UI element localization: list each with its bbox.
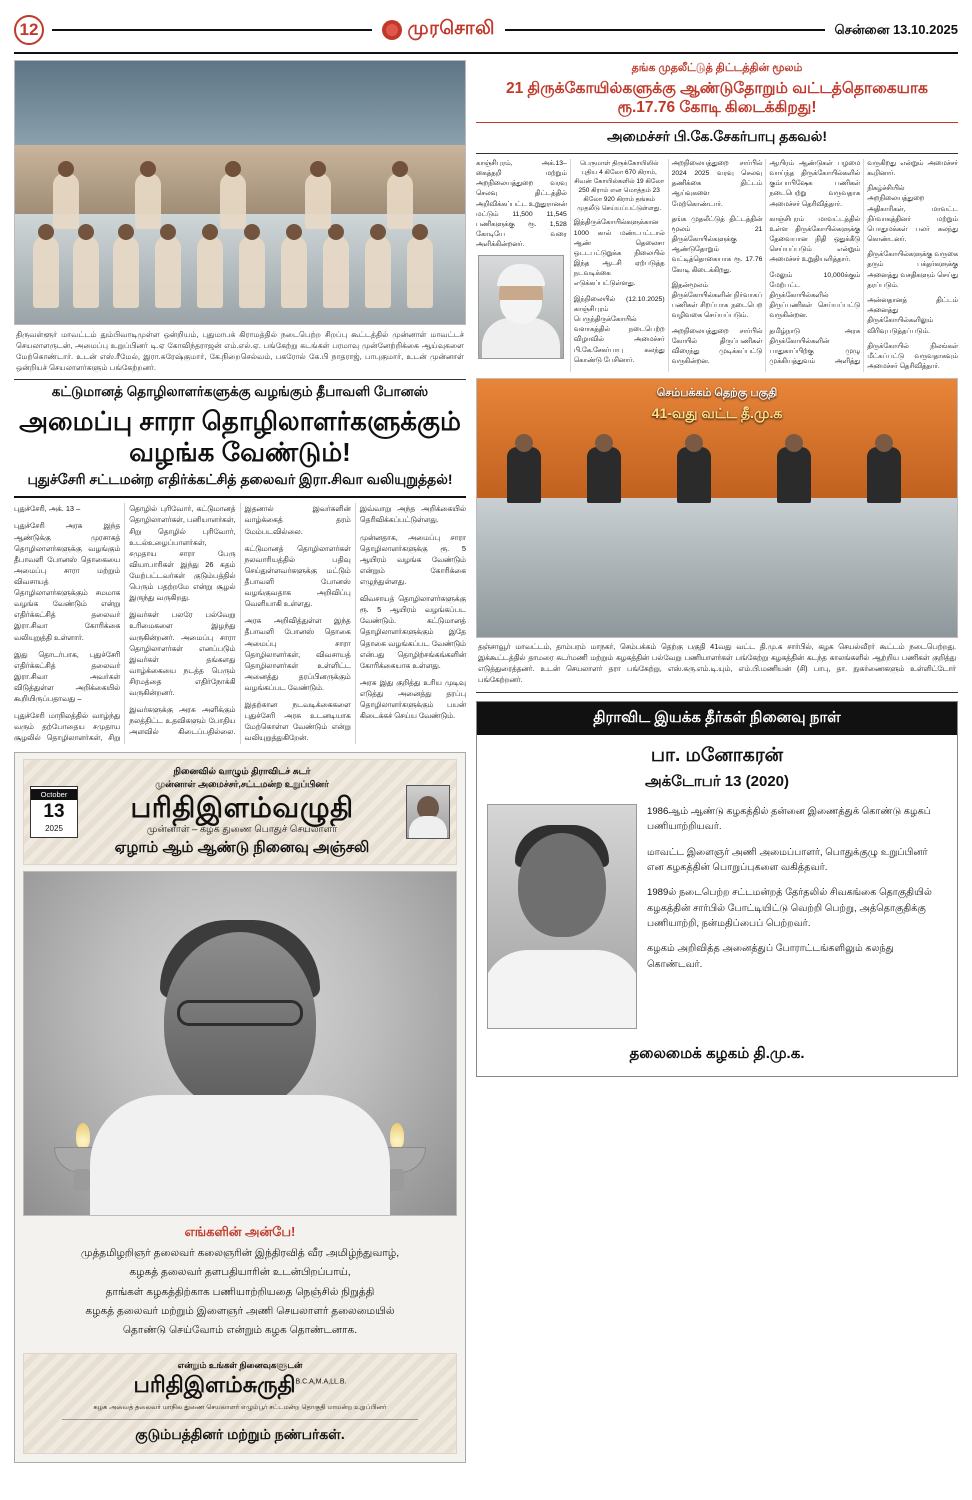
dateline: சென்னை 13.10.2025 [834, 21, 959, 37]
event-banner-line2: 41-வது வட்ட தீ.மு.க [651, 405, 783, 422]
memorial-message-line: முத்தமிழறிஞர் தலைவர் கலைஞரின் இந்திரவித் வீர அமிழ்ந்துவாழ், [80, 1246, 400, 1259]
news-paragraph: ஆயிரம் ஆண்டுகள் பழமை வாய்ந்த திருக்கோயில்களில் கும்பாபிஷேக பணிகள் நடைபெற்று வருவதாக அமைச்சர் தெரிவித்தார். [769, 159, 861, 208]
news-paragraph: அன்னதானத் திட்டம் அனைத்து திருக்கோயில்களிலும் விரிவுபடுத்தப்படும். [867, 297, 958, 335]
brand-name: முரசொலி [407, 18, 495, 39]
memorial-message-title: எங்களின் அன்பே! [184, 1223, 296, 1239]
news-body [476, 154, 958, 373]
tribute-footer: தலைமைக் கழகம் தி.மு.க. [629, 1045, 805, 1063]
news-paragraph: இத்திருக்கோயில்களுக்கான 1000 கால் மண்டபட்டால் ஆண் தெலைசா ஒடடபட்டுறுக்க நிலையில் இந்த ஆடசி ஏற்படுத்த நடவடிக்கை எடுக்கப்பட்டுள்ளது. [573, 219, 665, 288]
tribute-point: மாவட்ட இளைஞர் அணி அமைப்பாளர், பொதுக்குழு உறுப்பினர் என கழகத்தின் பொறுப்புகளை வகித்தவர். [647, 846, 928, 874]
story-paragraph: இவர்களுக்கு அரசு அளிக்கும் நலத்திட்ட உதவிகளும் போதிய அளவில் கிடைப்பதில்லை. இதனால் இவர்களின் வாழ்க்கைத் தரம் மேம்படவில்லை. [129, 504, 351, 737]
tribute-person-name: பா. மனோகரன் [650, 745, 784, 767]
news-kicker: தங்க முதலீட்டுத் திட்டத்தின் மூலம் [631, 62, 803, 74]
memorial-message-line: கழகத் தலைவர் தளபதியாரின் உடன்பிறப்பாய், [129, 1266, 351, 1279]
minister-portrait-caption: பெருமாள் திருக்கோயிலில் புதிய 4 கிலோ 670 கிராம், சிவன் கோயில்களில் 19 கிலோ 250 கிராம் என மொத்தம் 23 கிலோ 920 கிராம் தங்கம் முதலீடு செய்யப்பட்டுள்ளது. [574, 159, 665, 213]
story-paragraph: புதுச்சேரி, அக். 13 – [14, 504, 81, 514]
news-headline: 21 திருக்கோயில்களுக்கு ஆண்டுதோறும் வட்டத்தொகையாக ரூ.17.76 கோடி கிடைக்கிறது! [476, 79, 958, 123]
memorial-thumbnail-portrait [406, 785, 450, 839]
story-paragraph: இதற்கான நடவடிக்கைகளை புதுச்சேரி அரசு உடனடியாக மேற்கொள்ள வேண்டும் என்று வலியுறுத்துகிறேன். [244, 700, 351, 743]
memorial-message-line: கழகத் தலைவர் மற்றும் இளைஞர் அணி செயலாளர் தலைமையில் [85, 1304, 395, 1317]
memorial-main-portrait [23, 871, 457, 1216]
memorial-footer-divider [62, 1419, 418, 1420]
news-paragraph: தமிழ்நாடு அரசு திருக்கோயில்களின் பாதுகாப்பிற்கு முழு முக்கியத்துவம் அளித்து வருகிறது என்றும் அமைச்சர் கூறினார். [769, 159, 958, 366]
memorial-line4: ஏழாம் ஆம் ஆண்டு நினைவு அஞ்சலி [114, 838, 370, 856]
memorial-footer-name [32, 1372, 448, 1401]
news-paragraph: இந்நிலையில் (12.10.2025) காஞ்சிபுரம் பெருந்திருக்கோயில் வளாகத்தில் நடைபெற்ற விழாவில் அமைச்சர் பி.கே.சேகர்பாபு கலந்து கொண்டு பேசினார். [573, 295, 665, 364]
meeting-photo [14, 60, 466, 325]
event-hall [477, 498, 957, 637]
masthead-rule-right [505, 29, 825, 31]
story-paragraph: இவர்கள் பலரே பல்வேறு உரிமைகளை இழந்து வருகின்றனர். அமைப்பு சாரா தொழிலாளர்கள் எனப்படும் இவர்கள் தங்களது வாழ்க்கையை நடத்த பெரும் சிரமத்தை எதிர்நோக்கி வருகின்றனர். [129, 610, 236, 698]
memorial-line1: நினைவில் வாழும் திராவிடச் சுடர் [173, 765, 311, 776]
tribute-bar-title: திராவிட இயக்க தீர்கள் நினைவு நாள் [477, 702, 957, 735]
news-paragraph: காஞ்சிபுரம், அக்.13– கைத்தறி மற்றும் அறநிலையத்துறை வரவு செலவு திட்டத்தில் அறிவிக்கப்பட்ட உறுதுரானன் மட்டும் 11,500 11,545 பணிகளுக்கு ரூ. 1,528 கோடியே வரை அளிக்கின்றனர். [476, 159, 567, 249]
tribute-block [476, 701, 958, 1077]
tribute-point: கழகம் அறிவித்த அனைத்துப் போராட்டங்களிலும் கலந்து கொண்டவர். [647, 943, 894, 970]
news-paragraph: காஞ்சிபுரம் மாவட்டத்தில் உள்ள திருக்கோயில்களுக்கு தேவையான நிதி ஒதுக்கீடு செய்யப்படும் என்றும் அமைச்சர் உறுதியளித்தார். [769, 215, 861, 264]
memorial-footer-sub: கழக அவைத் தலைவர் மாநில துணை செயலாளர் எழும்பூர் சட்டமன்ற தொகுதி மாமன்ற உறுப்பினர் [93, 1404, 387, 1412]
news-paragraph: அறநிலையத்துறை சார்பில் கோயில் திருப்பணிகள் விரைந்து முடிக்கப்பட்டு வருகின்றன. [671, 327, 763, 366]
memorial-footer [23, 1353, 457, 1453]
memorial-date-chip [30, 786, 78, 838]
story-paragraph: இது தொடர்பாக, புதுச்சேரி எதிர்க்கட்சித் தலைவர் இரா.சிவா அவர்கள் விடுத்துள்ள அறிக்கையில் கூறியிருப்பதாவது – [14, 649, 121, 704]
tribute-points [647, 804, 947, 1029]
memorial-footer-top: என்றும் உங்கள் நினைவுகளுடன் [177, 1360, 303, 1371]
page-grid [14, 60, 958, 1484]
page-number: 12 [14, 15, 44, 45]
news-paragraph: மேலும் 10,000க்கும் மேற்பட்ட திருக்கோயில்களில் திருப்பணிகள் செய்யப்பட்டு வருகின்றன. [769, 271, 861, 320]
memorial-day: 13 [43, 801, 65, 823]
masthead [14, 8, 958, 54]
memorial-titles [86, 766, 398, 858]
minister-portrait [478, 255, 564, 359]
news-paragraph: திருக்கோயில்களுக்கு வருகை தரும் பக்தர்களுக்கு அனைத்து வசதிகளும் செய்து தரப்படும். [867, 251, 958, 289]
news-paragraph: தங்க முதலீட்டுத் திட்டத்தின் மூலம் 21 திருக்கோயில்களுக்கு ஆண்டுதோறும் வட்டித்தொகையாக ரூ. 17.76 கோடி கிடைக்கிறது. [671, 215, 763, 274]
memorial-name: பரிதிஇளம்வழுதி [130, 791, 354, 823]
story-paragraph: இவ்வாறு அந்த அறிக்கையில் தெரிவிக்கப்பட்டுள்ளது. [359, 504, 466, 525]
memorial-year: 2025 [45, 823, 63, 833]
memorial-footer-qualifications: B.C.A,M.A,LL.B. [295, 1379, 347, 1387]
left-column [14, 60, 466, 1484]
story-paragraph: முன்னதாக, அமைப்பு சாரா தொழிலாளர்களுக்கு ரூ. 5 ஆயிரம் வழங்க வேண்டும் என்றும் கோரிக்கை எழுந்துள்ளது. [359, 532, 466, 586]
tribute-portrait [487, 804, 637, 1029]
tribute-inner [477, 800, 957, 1039]
news-paragraph: திருக்கோயில் நிலங்கள் மீட்கப்பட்டு வருவதாகவும் அமைச்சர் தெரிவித்தார். [867, 342, 958, 371]
photo-people [15, 61, 465, 324]
memorial-line3: முன்னாள் – கழக துணை பொதுச் செயலாளர் [146, 823, 338, 835]
right-column [476, 60, 958, 1484]
story-paragraph: கட்டுமானத் தொழிலாளர்கள் நலவாரியத்தில் பதிவு செய்துள்ளவர்களுக்கு மட்டும் தீபாவளி போனஸ் வழங்குவதாக அறிவிப்பு வெளியாகி உள்ளது. [244, 543, 351, 609]
news-paragraph: அறநிலையத்துறை சார்பில் 2024 2025 வரவு செலவு தணிக்கை திட்டம் ஆய்வுகளை மேற்கொண்டார். [671, 159, 763, 208]
memorial-header [23, 759, 457, 865]
memorial-month: October [31, 789, 77, 800]
sun-icon [382, 20, 402, 40]
news-subhead: அமைச்சர் பி.கே.சேகர்பாபு தகவல்! [476, 123, 958, 154]
story-paragraph: விவசாயத் தொழிலாளர்களுக்கு ரூ. 5 ஆயிரம் வழங்கப்பட வேண்டும். கட்டுமானத் தொழிலாளர்களுக்கும் இதே தொகை வழங்கப்பட வேண்டும் என்பது தொழிற்சங்கங்களின் கோரிக்கையாக உள்ளது. [359, 594, 466, 670]
tribute-date: அக்டோபர் 13 (2020) [644, 773, 790, 791]
story-headline: அமைப்பு சாரா தொழிலாளர்களுக்கும் வழங்க வேண்டும்! [19, 406, 461, 467]
memorial-advertisement [14, 752, 466, 1463]
memorial-line2: முன்னாள் அமைச்சர்,சட்டமன்ற உறுப்பினர் [155, 778, 329, 789]
masthead-rule-left [52, 29, 372, 31]
ward-meeting-caption: தஞ்சாவூர் மாவட்டம், தாம்பரம் மாநகர், செம்பக்கம் தெற்கு பகுதி 41வது வட்ட தி.மு.க சார்பில், கழக செயல்வீரர் கூட்டம் நடைபெற்றது. இக்கூட்டத்தில் தாமரை சுடர்மணி மற்றும் கழகத்தின் பல்வேறு பணியாளர்கள் பங்கேற்று கழகத்தின் கடந்த காலங்களில் ஆற்றிய பணிகள் குறித்து எடுத்துரைத்தனர். உடன் செயலாளர் தரா பங்கேற்று, எஸ்.கரு.எம்.டி.யும், எம்.பி.மணியன் (சி) பாபு, தா. நுகர்ணைகளும் உள்ளிட்டோர் பங்கேற்றனர். [476, 638, 958, 693]
memorial-footer-bottom: குடும்பத்தினர் மற்றும் நண்பர்கள். [135, 1425, 345, 1442]
memorial-message [23, 1216, 457, 1346]
ward-meeting-photo [476, 378, 958, 638]
event-banner-line1: செம்பக்கம் தெற்கு பகுதி [656, 387, 778, 400]
tribute-point: 1989ல் நடைபெற்ற சட்டமன்றத் தேர்தலில் சிவகங்கை தொகுதியில் கழகத்தின் சார்பில் போட்டியிட்டு வெற்றி பெற்று, அத்தொகுதிக்கு பணியாற்றி, நன்மதிப்பைப் பெற்றவர். [647, 887, 932, 930]
news-paragraph: நிகழ்ச்சியில் அறநிலையத்துறை அதிகாரிகள், மாவட்ட நிர்வாகத்தினர் மற்றும் பொதுமக்கள் பலர் கலந்து கொண்டனர். [867, 185, 958, 244]
story-paragraph: புதுச்சேரி அரசு இந்த ஆண்டுக்கு முரசாகத் தொழிலாளர்களுக்கு வழங்கும் தீபாவளி போனஸ் தொகையை அமைப்பு சாரா மற்றும் விவசாயத் தொழிலாளர்களுக்கும் சமமாக வழங்க வேண்டும் என்று எதிர்க்கட்சித் தலைவர் இரா.சிவா கோரிக்கை வலியுறுத்தி உள்ளார். [14, 521, 121, 642]
news-paragraph: இதன்மூலம் திருக்கோயில்களின் நிர்வாகப் பணிகள் சிறப்பாக நடைபெற வழிவகை செய்யப்படும். [671, 281, 763, 320]
glasses-icon [177, 1000, 303, 1026]
photo-caption: திருவள்ளூர் மாவட்டம் தும்பிவாடிமுள்ள ஒன்றியம், புதுமாபக் கிராமத்தில் நடைபெற்ற சிறப்பு கூட்டத்தில் முன்னாள் மாவட்டச் செயலாளருடன், அமைப்பு உறுப்பினர் டி.ஏ கோவிந்தராஜன் எம்.எல்.ஏ. பங்கேற்று கடங்கள் பரமாவு முன்னேற்றிக்கை ஆய்வுகளை மேற்கொண்டார். உடன் எஸ்.ரீமேல், இரா.சுரேஷ்குமார், கே.நிறைசெல்வம், பகரோல் கே.பி நாதராஜ், பாபுகுமார், உடன் முன்னாள் ஒன்றியச் செயலாளர்களும் பங்கேற்றனர். [14, 325, 466, 380]
story-subhead: புதுச்சேரி சட்டமன்ற எதிர்க்கட்சித் தலைவர் இரா.சிவா வலியுறுத்தல்! [14, 471, 466, 498]
story-body [14, 498, 466, 743]
story-kicker: கட்டுமானத் தொழிலாளர்களுக்கு வழங்கும் தீபாவளி போனஸ் [51, 384, 429, 399]
story-paragraph: அரசு அறிவித்துள்ள இந்த தீபாவளி போனஸ் தொகை அமைப்பு சாரா தொழிலாளர்கள், விவசாயத் தொழிலாளர்கள் உள்ளிட்ட அனைத்து தரப்பினருக்கும் வழங்கப்பட வேண்டும். [244, 616, 351, 692]
memorial-message-line: தாங்கள் கழகத்திற்காக பணியாற்றியதை நெஞ்சில் நிறுத்தி [105, 1285, 375, 1298]
memorial-message-line: தொண்டு செய்வோம் என்றும் கழக தொண்டனாக. [122, 1324, 358, 1337]
story-paragraph: புதுச்சேரி மாநிலத்தில் வாழ்ந்து வரும் தற்போதைய சமுதாய சூழலில் தொழிலாளர்கள், சிறு தொழில் புரிவோர், கட்டுமானத் தொழிலாளர்கள், பனியாளர்கள், சிறு தொழில் புரிவோர், உடல்உழைப்பாளர்கள், சமுதாய சாரா பேரு வியாபாரிகள் இந்து 26 கதம் மேற்பட்டவர்கள் குடும்பத்தில் பெரும் பதற்றமே என்று சூழல் இருந்து வருகிறது. [14, 504, 236, 743]
tribute-point: 1986ஆம் ஆண்டு கழகத்தில் தன்னை இணைத்துக் கொண்டு கழகப் பணியாற்றியவர். [647, 806, 931, 833]
brand [372, 18, 506, 42]
story-paragraph: அரசு இது குறித்து உரிய முடிவு எடுத்து அனைத்து தரப்பு தொழிலாளர்களுக்கும் பயன் கிடைக்கச் செய்ய வேண்டும். [359, 677, 466, 721]
memorial-footer-name-text: பரிதிஇளம்சுருதி [133, 1372, 296, 1398]
